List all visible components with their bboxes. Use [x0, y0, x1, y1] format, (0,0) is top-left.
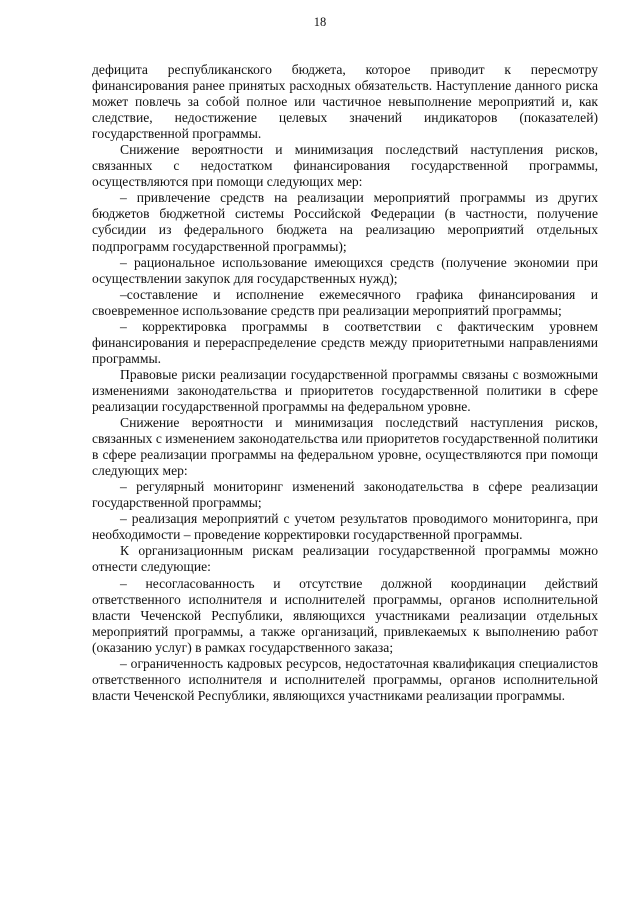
- document-body: [92, 62, 598, 704]
- list-item-monitoring-results: – реализация мероприятий с учетом результатов проводимого мониторинга, при необходимости – проведение корректировки государственной программы.: [92, 511, 598, 543]
- paragraph-financing-risk-measures: Снижение вероятности и минимизация последствий наступления рисков, связанных с недостатком финансирования государственной программы, осуществляются при помощи следующих мер:: [92, 142, 598, 190]
- list-item-monthly-schedule: –составление и исполнение ежемесячного графика финансирования и своевременное использование средств при реализации мероприятий программы;: [92, 286, 598, 318]
- page-number: 18: [313, 15, 327, 29]
- list-item-coordination: – несогласованность и отсутствие должной координации действий ответственного исполнителя и исполнителей программы, органов исполнительной власти Чеченской Республики, являющихся участниками реализации отдельных мероприятий программы, а также организаций, привлекаемых к выполнению работ (оказанию услуг) в рамках государственного заказа;: [92, 575, 598, 655]
- list-item-program-adjustment: – корректировка программы в соответствии с фактическим уровнем финансирования и перераспределение средств между приоритетными направлениями программы.: [92, 318, 598, 366]
- list-item-legislation-monitoring: – регулярный мониторинг изменений законодательства в сфере реализации государственной программы;: [92, 479, 598, 511]
- list-item-staff-resources: – ограниченность кадровых ресурсов, недостаточная квалификация специалистов ответственного исполнителя и исполнителей программы, органов исполнительной власти Чеченской Республики, являющихся участниками реализации программы.: [92, 655, 598, 703]
- list-item-attract-funds: – привлечение средств на реализации мероприятий программы из других бюджетов бюджетной системы Российской Федерации (в частности, получение субсидии из федерального бюджета на реализацию мероприятий отдельных подпрограмм государственной программы);: [92, 190, 598, 254]
- paragraph-organizational-risks: К организационным рискам реализации государственной программы можно отнести следующие:: [92, 543, 598, 575]
- paragraph-legal-risk-measures: Снижение вероятности и минимизация последствий наступления рисков, связанных с изменением законодательства или приоритетов государственной политики в сфере реализации программы на федеральном уровне, осуществляются при помощи следующих мер:: [92, 415, 598, 479]
- list-item-rational-use: – рациональное использование имеющихся средств (получение экономии при осуществлении закупок для государственных нужд);: [92, 254, 598, 286]
- paragraph-legal-risks: Правовые риски реализации государственной программы связаны с возможными изменениями законодательства и приоритетов государственной политики в сфере реализации государственной программы на федеральном уровне.: [92, 366, 598, 414]
- paragraph-budget-deficit: дефицита республиканского бюджета, которое приводит к пересмотру финансирования ранее принятых расходных обязательств. Наступление данного риска может повлечь за собой полное или частичное невыполнение мероприятий и, как следствие, недостижение целевых значений индикаторов (показателей) государственной программы.: [92, 62, 598, 142]
